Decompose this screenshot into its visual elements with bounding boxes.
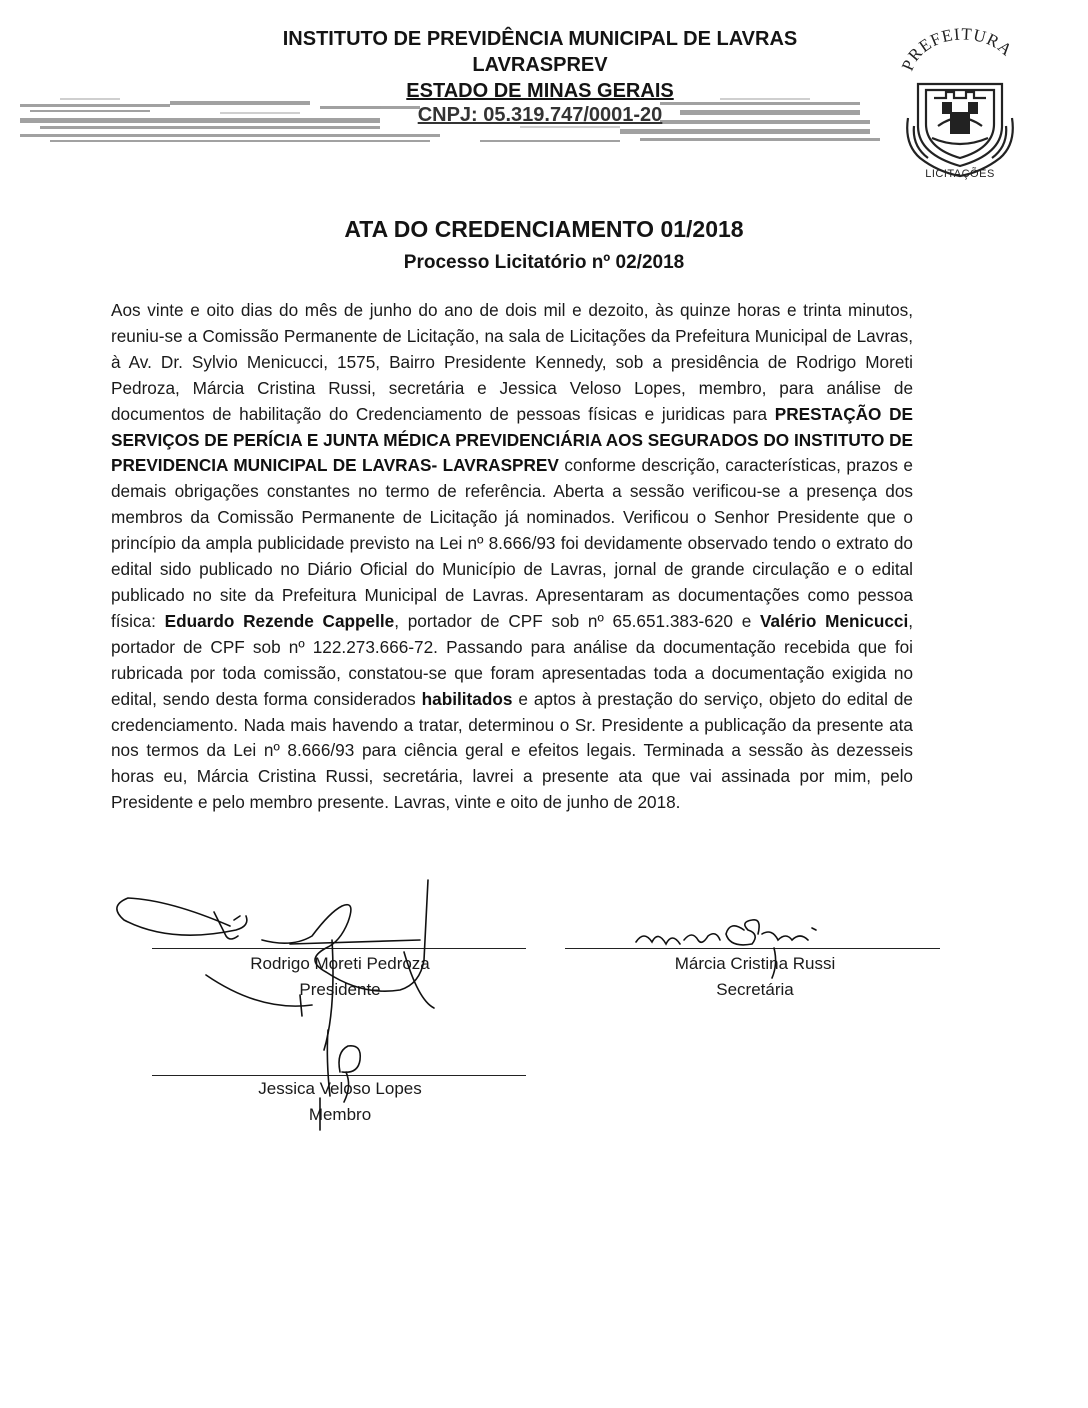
body-applicant-1: Eduardo Rezende Cappelle bbox=[164, 610, 395, 631]
minutes-body bbox=[111, 298, 913, 816]
svg-text:PREFEITURA bbox=[898, 26, 1016, 73]
signature-line-president bbox=[152, 948, 526, 949]
body-service-object: PRESTAÇÃO DE SERVIÇOS DE PERÍCIA E JUNTA MÉDICA PREVIDENCIÁRIA AOS SEGURADOS DO INSTITUTO DE PREVIDENCIA MUNICIPAL DE LAVRAS- LAVRASPREV bbox=[111, 403, 913, 476]
header-cnpj: CNPJ: 05.319.747/0001-20 bbox=[417, 104, 663, 126]
signature-line-secretary bbox=[565, 948, 940, 949]
secretary-name: Márcia Cristina Russi bbox=[674, 954, 836, 973]
header-state: ESTADO DE MINAS GERAIS bbox=[406, 80, 674, 102]
body-text-part: Aos vinte e oito dias do mês de junho do ano de dois mil e dezoito, às quinze horas e trinta minutos, reuniu-se a Comissão Permanente de Licitação, na sala de Licitações da Prefeitura Municipal de Lavras, à Av. Dr. Sylvio Menicucci, 1575, Bairro Presidente Kennedy, sob a presidência de Rodrigo Moreti Pedroza, Márcia Cristina Russi, secretária e Jessica Veloso Lopes, membro, para análise de documentos de habilitação do Credenciamento de pessoas físicas e juridicas para bbox=[111, 300, 913, 424]
body-text-part: e aptos à prestação do serviço, objeto do edital de credenciamento. Nada mais havendo a tratar, determinou o Sr. Presidente a publicação da presente ata nos termos da Lei nº 8.666/93 para ciência geral e efeitos legais. Terminada a sessão às dezesseis horas eu, Márcia Cristina Russi, secretária, lavrei a presente ata que vai assinada por mim, pelo Presidente e pelo membro presente. Lavras, vinte e oito de junho de 2018. bbox=[111, 688, 913, 813]
president-role: Presidente bbox=[299, 980, 381, 999]
seal-arc-text: PREFEITURA bbox=[898, 26, 1017, 74]
body-text-part: conforme descrição, características, prazos e demais obrigações constantes no termo de referência. Aberta a sessão verificou-se a presença dos membros da Comissão Permanente de Licitação já nominados. Verificou o Senhor Presidente que o princípio da ampla publicidade previsto na Lei nº 8.666/93 foi devidamente observado tendo o extrato do edital sido publicado no Diário Oficial do Município de Lavras, jornal de grande circulação e o edital publicado no site da Prefeitura Municipal de Lavras. Apresentaram as documentações como pessoa física: bbox=[111, 455, 913, 631]
header-acronym: LAVRASPREV bbox=[472, 54, 608, 76]
document-subtitle: Processo Licitatório nº 02/2018 bbox=[403, 252, 685, 273]
secretary-role: Secretária bbox=[716, 980, 794, 999]
member-role: Membro bbox=[308, 1105, 372, 1124]
body-text-part: , portador de CPF sob nº 122.273.666-72. Passando para análise da documentação recebida que foi rubricada por toda comissão, constatou-se que foram apresentadas toda a documentação exigida no edital, sendo desta forma considerados bbox=[111, 610, 914, 709]
document-title: ATA DO CREDENCIAMENTO 01/2018 bbox=[344, 216, 744, 242]
body-applicant-2: Valério Menicucci bbox=[760, 610, 909, 631]
header-institute: INSTITUTO DE PREVIDÊNCIA MUNICIPAL DE LAVRAS bbox=[282, 28, 798, 50]
president-name: Rodrigo Moreti Pedroza bbox=[250, 954, 430, 973]
seal-label: LICITAÇÕES bbox=[925, 168, 995, 180]
body-text-part: , portador de CPF sob nº 65.651.383-620 e bbox=[394, 610, 761, 631]
signature-line-member bbox=[152, 1075, 526, 1076]
body-result: habilitados bbox=[421, 688, 513, 709]
member-name: Jessica Veloso Lopes bbox=[258, 1079, 422, 1098]
